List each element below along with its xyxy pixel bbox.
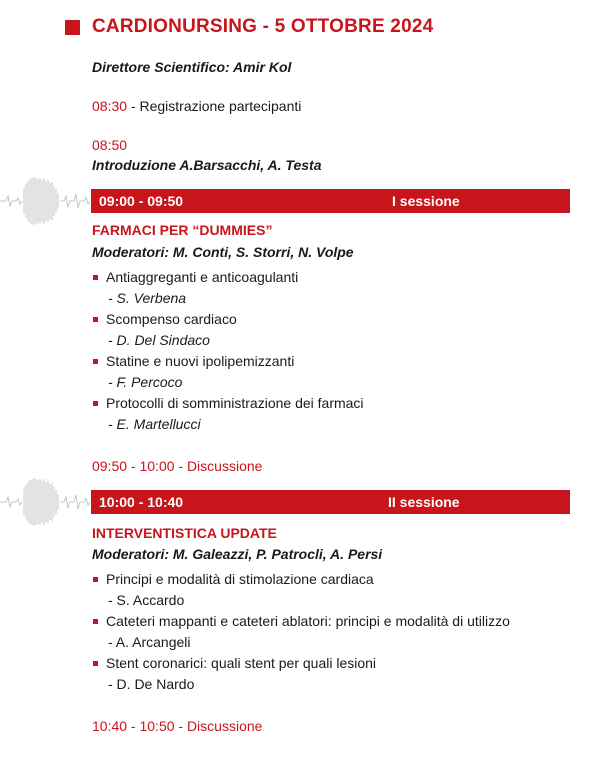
- session-2-label: II sessione: [388, 494, 460, 510]
- bullet-square-icon: [93, 619, 98, 624]
- title-square-icon: [65, 20, 80, 35]
- session-2-moderators: Moderatori: M. Galeazzi, P. Patrocli, A. Persi: [92, 546, 383, 562]
- session-2-discussion: 10:40 - 10:50 - Discussione: [92, 718, 263, 734]
- bullet-square-icon: [93, 359, 98, 364]
- session-2-bar: [91, 490, 570, 514]
- list-item: [92, 351, 572, 393]
- topic: Statine e nuovi ipolipemizzanti: [106, 353, 295, 369]
- session-1-label: I sessione: [392, 193, 460, 209]
- heartbeat-wave-icon: [0, 477, 90, 527]
- bullet-square-icon: [93, 275, 98, 280]
- intro-label: Introduzione A.Barsacchi, A. Testa: [92, 157, 322, 173]
- speaker: - S. Accardo: [108, 592, 185, 608]
- speaker: - D. De Nardo: [108, 676, 195, 692]
- session-1-title: FARMACI PER “DUMMIES”: [92, 222, 273, 238]
- speaker: - E. Martellucci: [108, 416, 201, 432]
- speaker: - A. Arcangeli: [108, 634, 191, 650]
- bullet-square-icon: [93, 577, 98, 582]
- session-1-time: 09:00 - 09:50: [99, 193, 184, 209]
- speaker: - F. Percoco: [108, 374, 183, 390]
- list-item: [92, 653, 572, 695]
- session-1-bar: [91, 189, 570, 213]
- list-item: [92, 393, 572, 435]
- scientific-director: Direttore Scientifico: Amir Kol: [92, 59, 292, 75]
- topic: Stent coronarici: quali stent per quali lesioni: [106, 655, 377, 671]
- session-2-title: INTERVENTISTICA UPDATE: [92, 525, 277, 541]
- session-1-list: [92, 267, 572, 435]
- list-item: [92, 569, 572, 611]
- list-item: [92, 611, 572, 653]
- list-item: [92, 309, 572, 351]
- topic: Principi e modalità di stimolazione cardiaca: [106, 571, 374, 587]
- heartbeat-wave-icon: [0, 176, 90, 226]
- speaker: - S. Verbena: [108, 290, 187, 306]
- bullet-square-icon: [93, 401, 98, 406]
- session-2-list: [92, 569, 572, 695]
- topic: Antiaggreganti e anticoagulanti: [106, 269, 299, 285]
- session-1-discussion: 09:50 - 10:00 - Discussione: [92, 458, 263, 474]
- page-title: CARDIONURSING - 5 OTTOBRE 2024: [92, 16, 434, 37]
- bullet-square-icon: [93, 317, 98, 322]
- registration-row: [92, 98, 301, 114]
- topic: Protocolli di somministrazione dei farmaci: [106, 395, 364, 411]
- topic: Scompenso cardiaco: [106, 311, 237, 327]
- list-item: [92, 267, 572, 309]
- intro-time: 08:50: [92, 137, 128, 153]
- speaker: - D. Del Sindaco: [108, 332, 210, 348]
- bullet-square-icon: [93, 661, 98, 666]
- registration-time: 08:30: [92, 98, 128, 114]
- session-1-moderators: Moderatori: M. Conti, S. Storri, N. Volpe: [92, 244, 354, 260]
- session-2-time: 10:00 - 10:40: [99, 494, 184, 510]
- topic: Cateteri mappanti e cateteri ablatori: principi e modalità di utilizzo: [106, 613, 510, 629]
- registration-label: - Registrazione partecipanti: [130, 98, 302, 114]
